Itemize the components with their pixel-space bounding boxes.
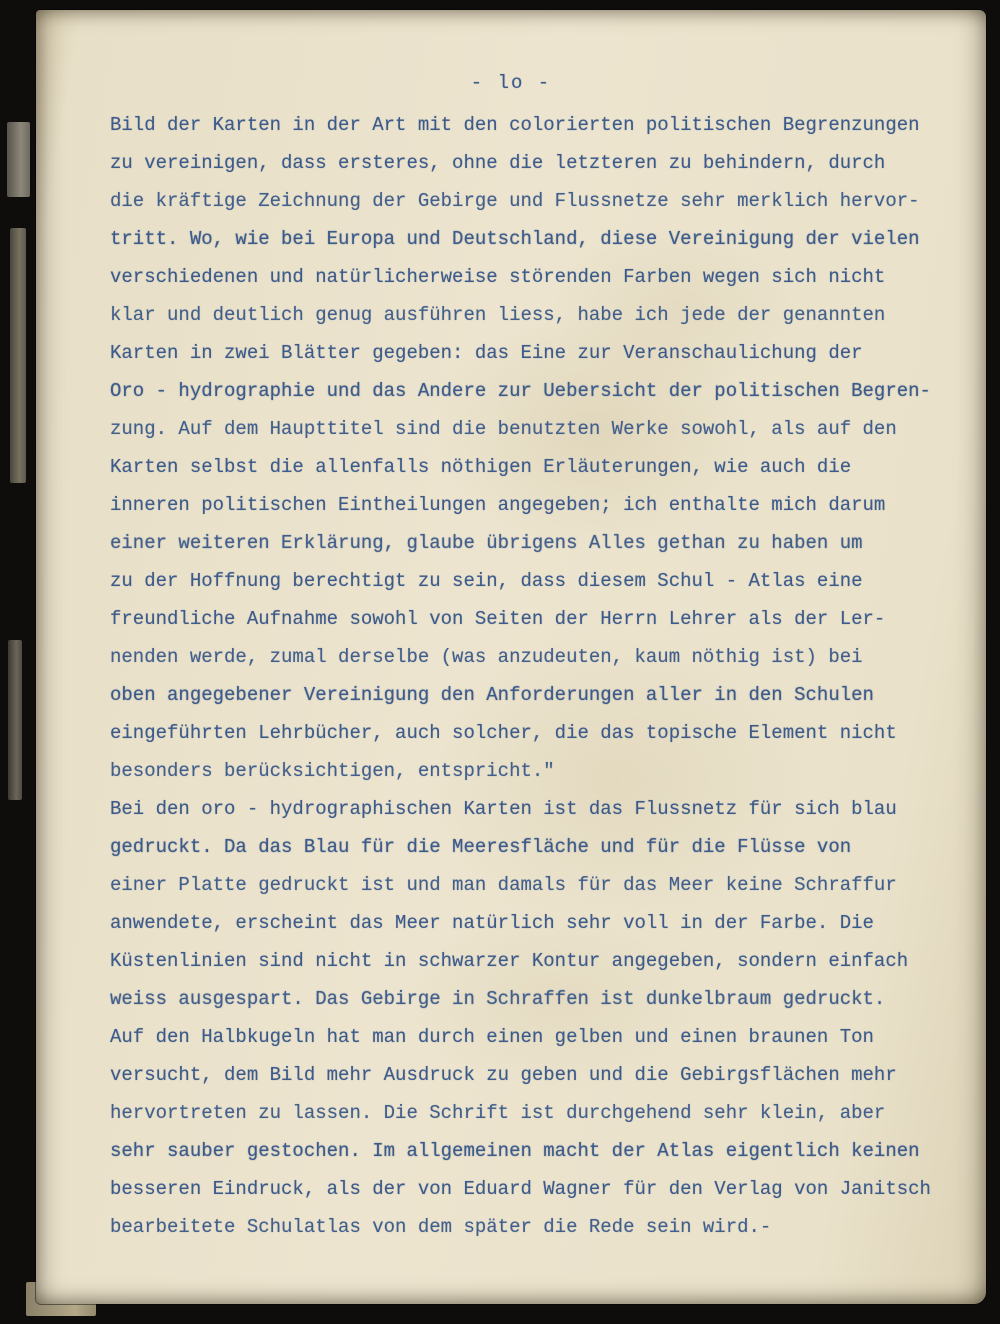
text-line: einer weiteren Erklärung, glaube übrigens Alles gethan zu haben um	[110, 532, 863, 554]
text-line: Auf den Halbkugeln hat man durch einen gelben und einen braunen Ton	[110, 1026, 874, 1048]
text-line: anwendete, erscheint das Meer natürlich sehr voll in der Farbe. Die	[110, 912, 874, 934]
text-line: freundliche Aufnahme sowohl von Seiten der Herrn Lehrer als der Ler-	[110, 608, 886, 630]
text-line: Bild der Karten in der Art mit den colorierten politischen Begrenzungen	[110, 114, 920, 136]
text-line: inneren politischen Eintheilungen angegeben; ich enthalte mich darum	[110, 494, 886, 516]
text-line: zung. Auf dem Haupttitel sind die benutzten Werke sowohl, als auf den	[110, 418, 897, 440]
paper-sheet	[36, 10, 986, 1304]
text-line: tritt. Wo, wie bei Europa und Deutschland, diese Vereinigung der vielen	[110, 228, 920, 250]
page-edge	[10, 228, 26, 483]
text-line: sehr sauber gestochen. Im allgemeinen macht der Atlas eigentlich keinen	[110, 1140, 920, 1162]
typewritten-text	[110, 106, 950, 1246]
text-line: weiss ausgespart. Das Gebirge in Schraffen ist dunkelbraum gedruckt.	[110, 988, 886, 1010]
text-line: besseren Eindruck, als der von Eduard Wagner für den Verlag von Janitsch	[110, 1178, 931, 1200]
text-line: versucht, dem Bild mehr Ausdruck zu geben und die Gebirgsflächen mehr	[110, 1064, 897, 1086]
text-line: hervortreten zu lassen. Die Schrift ist durchgehend sehr klein, aber	[110, 1102, 886, 1124]
text-line: einer Platte gedruckt ist und man damals für das Meer keine Schraffur	[110, 874, 897, 896]
text-line: klar und deutlich genug ausführen liess, habe ich jede der genannten	[110, 304, 886, 326]
text-line: besonders berücksichtigen, entspricht."	[110, 760, 555, 782]
text-line: nenden werde, zumal derselbe (was anzudeuten, kaum nöthig ist) bei	[110, 646, 863, 668]
text-line: Küstenlinien sind nicht in schwarzer Kontur angegeben, sondern einfach	[110, 950, 909, 972]
text-line: Oro - hydrographie und das Andere zur Uebersicht der politischen Begren-	[110, 380, 931, 402]
page-edge	[7, 122, 30, 197]
text-line: die kräftige Zeichnung der Gebirge und Flussnetze sehr merklich hervor-	[110, 190, 920, 212]
text-line: zu der Hoffnung berechtigt zu sein, dass diesem Schul - Atlas eine	[110, 570, 863, 592]
text-line: verschiedenen und natürlicherweise störenden Farben wegen sich nicht	[110, 266, 886, 288]
text-line: Karten in zwei Blätter gegeben: das Eine zur Veranschaulichung der	[110, 342, 863, 364]
text-line: oben angegebener Vereinigung den Anforderungen aller in den Schulen	[110, 684, 874, 706]
text-line: eingeführten Lehrbücher, auch solcher, die das topische Element nicht	[110, 722, 897, 744]
text-line: Bei den oro - hydrographischen Karten ist das Flussnetz für sich blau	[110, 798, 897, 820]
page-edge	[8, 640, 22, 800]
text-line: bearbeitete Schulatlas von dem später die Rede sein wird.-	[110, 1216, 772, 1238]
text-line: zu vereinigen, dass ersteres, ohne die letzteren zu behindern, durch	[110, 152, 886, 174]
text-line: gedruckt. Da das Blau für die Meeresfläche und für die Flüsse von	[110, 836, 852, 858]
page-number: - lo -	[470, 72, 552, 94]
text-line: Karten selbst die allenfalls nöthigen Erläuterungen, wie auch die	[110, 456, 852, 478]
